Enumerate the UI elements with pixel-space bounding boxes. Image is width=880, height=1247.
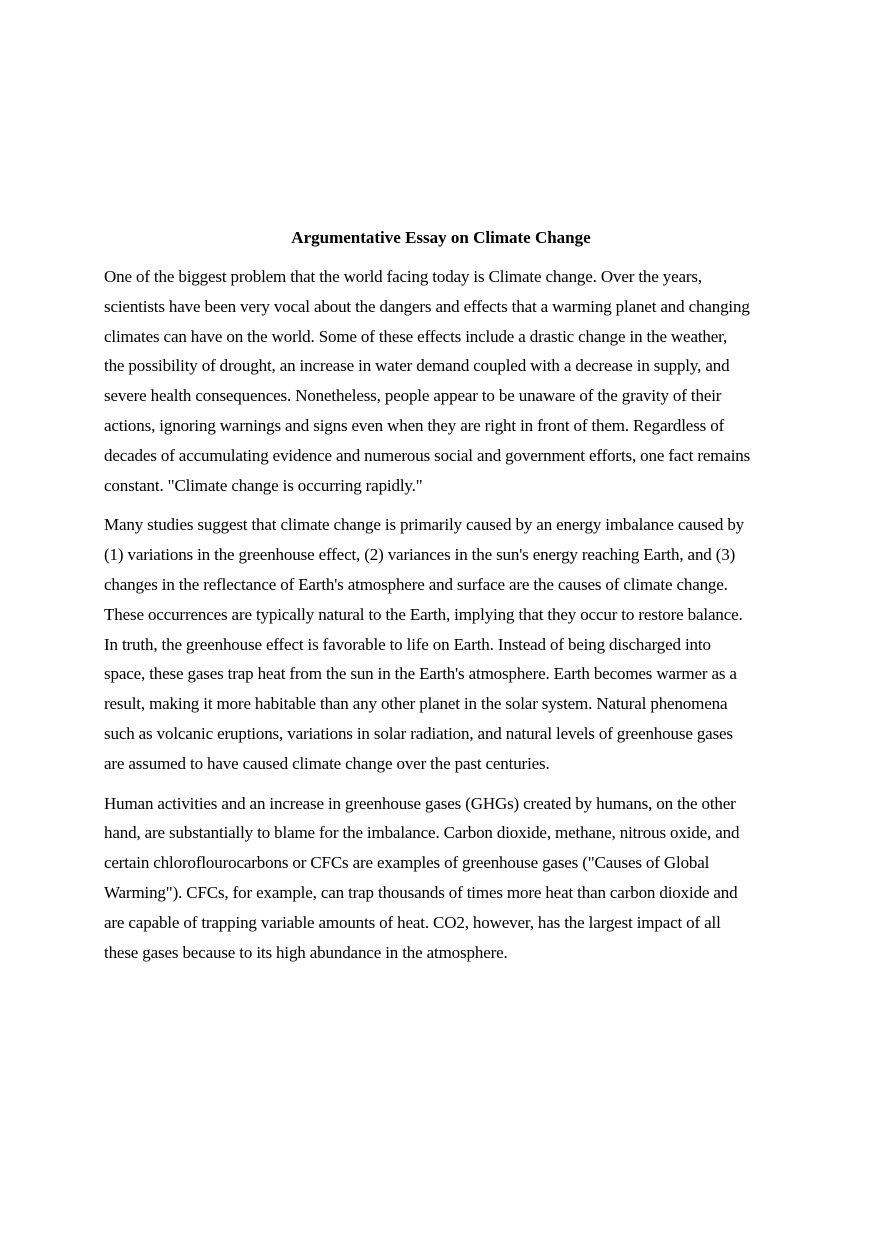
essay-title: Argumentative Essay on Climate Change <box>291 228 591 247</box>
paragraph-intro: One of the biggest problem that the world facing today is Climate change. Over the years, scientists have been very vocal about the dangers and effects that a warming planet and changing climates can have on the world. Some of these effects include a drastic change in the weather, the possibility of drought, an increase in water demand coupled with a decrease in supply, and severe health consequences. Nonetheless, people appear to be unaware of the gravity of their actions, ignoring warnings and signs even when they are right in front of them. Regardless of decades of accumulating evidence and numerous social and government efforts, one fact remains constant. "Climate change is occurring rapidly." <box>104 267 751 495</box>
paragraph-human-activities: Human activities and an increase in greenhouse gases (GHGs) created by humans, on the other hand, are substantially to blame for the imbalance. Carbon dioxide, methane, nitrous oxide, and certain chloroflourocarbons or CFCs are examples of greenhouse gases ("Causes of Global Warming"). CFCs, for example, can trap thousands of times more heat than carbon dioxide and are capable of trapping variable amounts of heat. CO2, however, has the largest impact of all these gases because to its high abundance in the atmosphere. <box>104 793 740 962</box>
essay-body <box>104 224 778 977</box>
paragraph-causes: Many studies suggest that climate change is primarily caused by an energy imbalance caused by (1) variations in the greenhouse effect, (2) variances in the sun's energy reaching Earth, and (3) changes in the reflectance of Earth's atmosphere and surface are the causes of climate change. These occurrences are typically natural to the Earth, implying that they occur to restore balance. In truth, the greenhouse effect is favorable to life on Earth. Instead of being discharged into space, these gases trap heat from the sun in the Earth's atmosphere. Earth becomes warmer as a result, making it more habitable than any other planet in the solar system. Natural phenomena such as volcanic eruptions, variations in solar radiation, and natural levels of greenhouse gases are assumed to have caused climate change over the past centuries. <box>104 515 745 773</box>
